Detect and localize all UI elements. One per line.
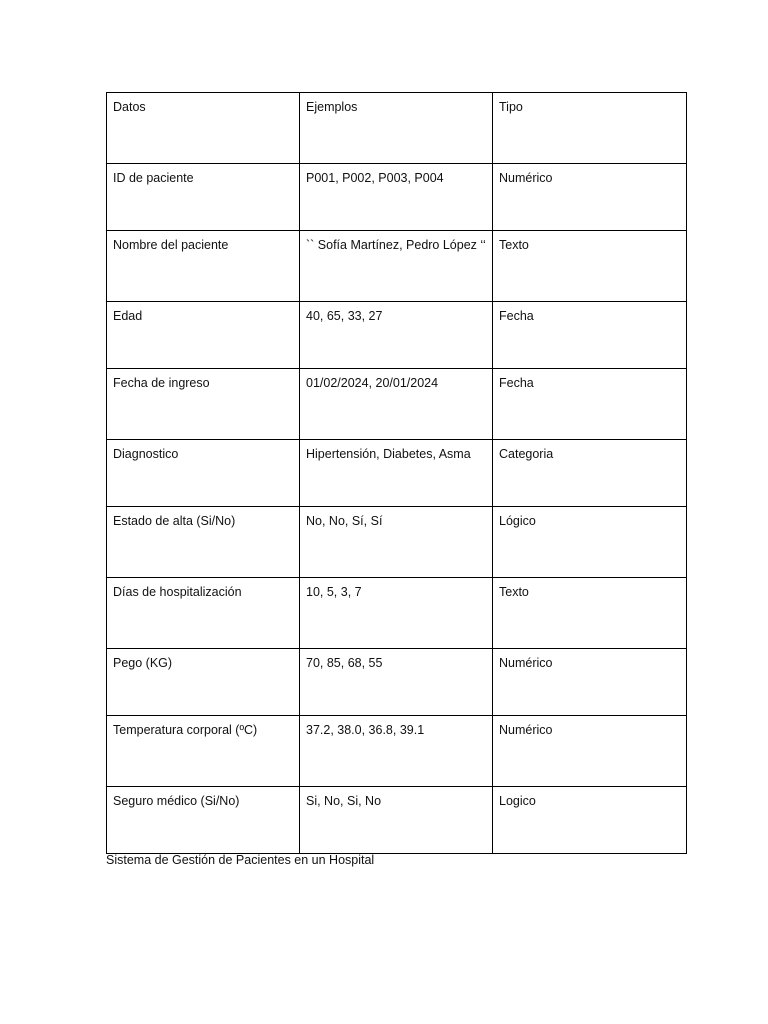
cell-datos: Estado de alta (Si/No) — [107, 507, 300, 578]
table-row — [107, 440, 687, 507]
cell-datos: Fecha de ingreso — [107, 369, 300, 440]
cell-tipo: Texto — [493, 231, 687, 302]
cell-datos: Diagnostico — [107, 440, 300, 507]
cell-ejemplos: P001, P002, P003, P004 — [300, 164, 493, 231]
cell-tipo: Numérico — [493, 716, 687, 787]
table-row — [107, 507, 687, 578]
table-header-row — [107, 93, 687, 164]
cell-tipo: Numérico — [493, 164, 687, 231]
cell-ejemplos: 10, 5, 3, 7 — [300, 578, 493, 649]
table-row — [107, 164, 687, 231]
cell-ejemplos: Si, No, Si, No — [300, 787, 493, 854]
cell-tipo: Logico — [493, 787, 687, 854]
cell-ejemplos: 70, 85, 68, 55 — [300, 649, 493, 716]
cell-datos: Días de hospitalización — [107, 578, 300, 649]
cell-tipo: Lógico — [493, 507, 687, 578]
cell-ejemplos: Hipertensión, Diabetes, Asma — [300, 440, 493, 507]
cell-tipo: Fecha — [493, 302, 687, 369]
header-datos: Datos — [107, 93, 300, 164]
header-ejemplos: Ejemplos — [300, 93, 493, 164]
table-row — [107, 302, 687, 369]
cell-ejemplos: 37.2, 38.0, 36.8, 39.1 — [300, 716, 493, 787]
cell-ejemplos: No, No, Sí, Sí — [300, 507, 493, 578]
cell-tipo: Numérico — [493, 649, 687, 716]
table-row — [107, 369, 687, 440]
header-tipo: Tipo — [493, 93, 687, 164]
table-caption: Sistema de Gestión de Pacientes en un Hospital — [106, 853, 375, 867]
cell-datos: Edad — [107, 302, 300, 369]
cell-tipo: Fecha — [493, 369, 687, 440]
cell-datos: Temperatura corporal (ºC) — [107, 716, 300, 787]
data-types-table — [106, 92, 687, 854]
table-row — [107, 787, 687, 854]
table-row — [107, 716, 687, 787]
cell-ejemplos: `` Sofía Martínez, Pedro López ‘‘ — [300, 231, 493, 302]
cell-datos: Pego (KG) — [107, 649, 300, 716]
table-row — [107, 231, 687, 302]
cell-ejemplos: 01/02/2024, 20/01/2024 — [300, 369, 493, 440]
cell-datos: Seguro médico (Si/No) — [107, 787, 300, 854]
table-row — [107, 649, 687, 716]
cell-tipo: Categoria — [493, 440, 687, 507]
table-row — [107, 578, 687, 649]
cell-datos: ID de paciente — [107, 164, 300, 231]
cell-tipo: Texto — [493, 578, 687, 649]
cell-datos: Nombre del paciente — [107, 231, 300, 302]
cell-ejemplos: 40, 65, 33, 27 — [300, 302, 493, 369]
